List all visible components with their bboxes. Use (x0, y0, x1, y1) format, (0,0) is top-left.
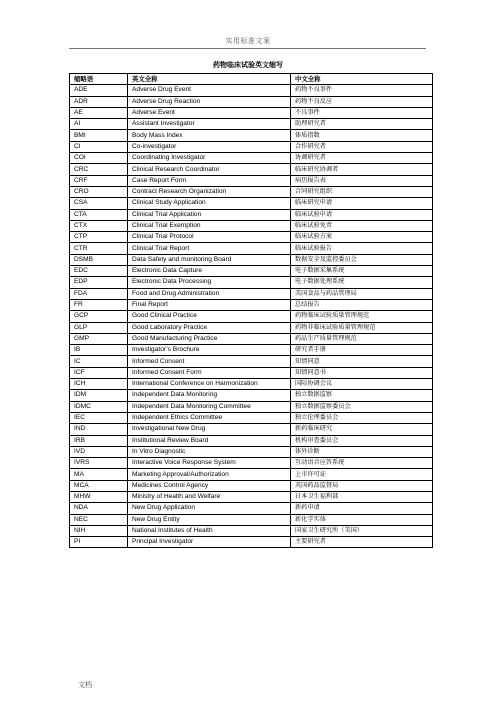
cell-english-name: Clinical Trial Report (128, 243, 291, 254)
cell-english-name: Food and Drug Administration (128, 288, 291, 299)
table-row (70, 469, 433, 480)
cell-abbreviation: BMI (70, 130, 128, 141)
cell-abbreviation: COI (70, 153, 128, 164)
table-row (70, 186, 433, 197)
cell-abbreviation: NIH (70, 525, 128, 536)
table-row (70, 311, 433, 322)
cell-chinese-name: 协调研究者 (291, 153, 433, 164)
cell-abbreviation: EDC (70, 266, 128, 277)
cell-abbreviation: IVRS (70, 458, 128, 469)
cell-chinese-name: 体质指数 (291, 130, 433, 141)
cell-english-name: Adverse Drug Event (128, 85, 291, 96)
cell-english-name: Informed Consent Form (128, 367, 291, 378)
table-header-row (70, 74, 433, 85)
cell-chinese-name: 药物临床试验质量管理规范 (291, 311, 433, 322)
cell-english-name: Good Clinical Practice (128, 311, 291, 322)
table-row (70, 266, 433, 277)
cell-english-name: Informed Consent (128, 356, 291, 367)
table-row (70, 119, 433, 130)
cell-english-name: Coordinating Investigator (128, 153, 291, 164)
cell-english-name: Data Safety and monitoring Board (128, 254, 291, 265)
cell-abbreviation: PI (70, 537, 128, 548)
table-row (70, 424, 433, 435)
table-row (70, 345, 433, 356)
cell-abbreviation: ICH (70, 379, 128, 390)
cell-abbreviation: CTR (70, 243, 128, 254)
cell-english-name: Ministry of Health and Welfare (128, 491, 291, 502)
table-row (70, 232, 433, 243)
cell-chinese-name: 数据安全及监控委员会 (291, 254, 433, 265)
cell-english-name: Clinical Research Coordinator (128, 164, 291, 175)
cell-english-name: Assistant Investigator (128, 119, 291, 130)
table-row (70, 175, 433, 186)
cell-abbreviation: MHW (70, 491, 128, 502)
cell-abbreviation: CSA (70, 198, 128, 209)
cell-abbreviation: CI (70, 141, 128, 152)
cell-english-name: Co-investigator (128, 141, 291, 152)
cell-english-name: Good Laboratory Practice (128, 322, 291, 333)
cell-english-name: Investigational New Drug (128, 424, 291, 435)
cell-chinese-name: 英国药品监督局 (291, 480, 433, 491)
table-row (70, 288, 433, 299)
header-abbreviation: 缩略语 (70, 74, 128, 85)
cell-abbreviation: GCP (70, 311, 128, 322)
cell-chinese-name: 临床试验申请 (291, 209, 433, 220)
table-row (70, 164, 433, 175)
cell-abbreviation: IDMC (70, 401, 128, 412)
cell-chinese-name: 研究者手册 (291, 345, 433, 356)
table-row (70, 322, 433, 333)
cell-chinese-name: 日本卫生福利部 (291, 491, 433, 502)
cell-english-name: Electronic Data Processing (128, 277, 291, 288)
cell-english-name: Good Manufacturing Practice (128, 333, 291, 344)
table-row (70, 446, 433, 457)
cell-abbreviation: IC (70, 356, 128, 367)
cell-abbreviation: CTP (70, 232, 128, 243)
cell-abbreviation: IVD (70, 446, 128, 457)
table-row (70, 503, 433, 514)
cell-chinese-name: 临床试验报告 (291, 243, 433, 254)
cell-abbreviation: GLP (70, 322, 128, 333)
table-row (70, 480, 433, 491)
table-row (70, 96, 433, 107)
table-row (70, 85, 433, 96)
cell-chinese-name: 美国食品与药品管理局 (291, 288, 433, 299)
cell-abbreviation: ADE (70, 85, 128, 96)
cell-english-name: Adverse Event (128, 107, 291, 118)
table-row (70, 107, 433, 118)
page-header: 实用标准文案 (225, 37, 271, 45)
cell-chinese-name: 临床研究申请 (291, 198, 433, 209)
abbreviation-table (69, 73, 433, 548)
cell-abbreviation: DSMB (70, 254, 128, 265)
cell-chinese-name: 互动语音应答系统 (291, 458, 433, 469)
cell-english-name: Case Report Form (128, 175, 291, 186)
table-row (70, 299, 433, 310)
cell-abbreviation: NDA (70, 503, 128, 514)
cell-abbreviation: IND (70, 424, 128, 435)
table-row (70, 153, 433, 164)
cell-chinese-name: 病历报告表 (291, 175, 433, 186)
cell-english-name: Contract Research Organization (128, 186, 291, 197)
cell-english-name: Principal Investigator (128, 537, 291, 548)
cell-english-name: Clinical Trial Application (128, 209, 291, 220)
cell-chinese-name: 不良事件 (291, 107, 433, 118)
cell-chinese-name: 临床研究协调者 (291, 164, 433, 175)
cell-abbreviation: MCA (70, 480, 128, 491)
cell-chinese-name: 独立数据监察委员会 (291, 401, 433, 412)
table-row (70, 333, 433, 344)
cell-abbreviation: AI (70, 119, 128, 130)
cell-abbreviation: NEC (70, 514, 128, 525)
table-row (70, 198, 433, 209)
cell-chinese-name: 独立数据监察 (291, 390, 433, 401)
page-footer: 文档 (78, 681, 92, 689)
cell-chinese-name: 临床试验免责 (291, 220, 433, 231)
table-row (70, 130, 433, 141)
cell-chinese-name: 知情同意书 (291, 367, 433, 378)
cell-chinese-name: 知情同意 (291, 356, 433, 367)
header-divider (69, 48, 426, 49)
cell-chinese-name: 助理研究者 (291, 119, 433, 130)
cell-abbreviation: CRO (70, 186, 128, 197)
cell-chinese-name: 独立伦理委员会 (291, 412, 433, 423)
table-row (70, 390, 433, 401)
document-title: 药物临床试验英文缩写 (213, 61, 283, 69)
table-row (70, 379, 433, 390)
table-row (70, 220, 433, 231)
cell-chinese-name: 药物不良事件 (291, 85, 433, 96)
cell-chinese-name: 新药申请 (291, 503, 433, 514)
cell-english-name: Independent Data Monitoring Committee (128, 401, 291, 412)
cell-english-name: New Drug Application (128, 503, 291, 514)
table-row (70, 254, 433, 265)
table-row (70, 412, 433, 423)
table-row (70, 401, 433, 412)
cell-abbreviation: IB (70, 345, 128, 356)
cell-english-name: Clinical Trial Protocol (128, 232, 291, 243)
cell-chinese-name: 上市许可证 (291, 469, 433, 480)
cell-abbreviation: CTA (70, 209, 128, 220)
cell-abbreviation: ICF (70, 367, 128, 378)
cell-english-name: Independent Data Monitoring (128, 390, 291, 401)
cell-chinese-name: 体外诊断 (291, 446, 433, 457)
cell-english-name: Body Mass Index (128, 130, 291, 141)
cell-chinese-name: 合同研究组织 (291, 186, 433, 197)
cell-english-name: Investigator’s Brochure (128, 345, 291, 356)
table-row (70, 491, 433, 502)
cell-chinese-name: 药物不良反应 (291, 96, 433, 107)
cell-chinese-name: 合作研究者 (291, 141, 433, 152)
table-row (70, 141, 433, 152)
cell-english-name: Marketing Approval/Authorization (128, 469, 291, 480)
cell-abbreviation: FR (70, 299, 128, 310)
table-row (70, 435, 433, 446)
table-row (70, 243, 433, 254)
table-row (70, 367, 433, 378)
cell-chinese-name: 药物非临床试验质量管理规范 (291, 322, 433, 333)
cell-abbreviation: ADR (70, 96, 128, 107)
cell-english-name: Clinical Study Application (128, 198, 291, 209)
cell-abbreviation: AE (70, 107, 128, 118)
cell-chinese-name: 总结报告 (291, 299, 433, 310)
table-row (70, 209, 433, 220)
cell-chinese-name: 国际协调会议 (291, 379, 433, 390)
cell-english-name: Institutional Review Board (128, 435, 291, 446)
cell-chinese-name: 电子数据处理系统 (291, 277, 433, 288)
header-english-name: 英文全称 (128, 74, 291, 85)
cell-abbreviation: MA (70, 469, 128, 480)
cell-chinese-name: 临床试验方案 (291, 232, 433, 243)
cell-abbreviation: IDM (70, 390, 128, 401)
cell-english-name: Independent Ethics Committee (128, 412, 291, 423)
cell-english-name: Final Report (128, 299, 291, 310)
cell-english-name: National Institutes of Health (128, 525, 291, 536)
cell-english-name: International Conference on Harmonization (128, 379, 291, 390)
cell-english-name: Clinical Trial Exemption (128, 220, 291, 231)
cell-abbreviation: CTX (70, 220, 128, 231)
table-row (70, 356, 433, 367)
cell-abbreviation: EDP (70, 277, 128, 288)
cell-english-name: Adverse Drug Reaction (128, 96, 291, 107)
cell-abbreviation: GMP (70, 333, 128, 344)
header-chinese-name: 中文全称 (291, 74, 433, 85)
cell-chinese-name: 新化学实体 (291, 514, 433, 525)
cell-english-name: Electronic Data Capture (128, 266, 291, 277)
cell-chinese-name: 电子数据采集系统 (291, 266, 433, 277)
table-row (70, 537, 433, 548)
cell-chinese-name: 主要研究者 (291, 537, 433, 548)
cell-chinese-name: 机构审查委员会 (291, 435, 433, 446)
cell-chinese-name: 新药临床研究 (291, 424, 433, 435)
cell-chinese-name: 药品生产质量管理规范 (291, 333, 433, 344)
cell-abbreviation: CRF (70, 175, 128, 186)
table-row (70, 458, 433, 469)
cell-english-name: New Drug Entity (128, 514, 291, 525)
table-row (70, 514, 433, 525)
cell-chinese-name: 国家卫生研究所（美国） (291, 525, 433, 536)
cell-abbreviation: IRB (70, 435, 128, 446)
cell-abbreviation: IEC (70, 412, 128, 423)
cell-abbreviation: FDA (70, 288, 128, 299)
table-row (70, 277, 433, 288)
cell-english-name: Medicines Control Agency (128, 480, 291, 491)
cell-abbreviation: CRC (70, 164, 128, 175)
table-row (70, 525, 433, 536)
cell-english-name: In Vitro Diagnostic (128, 446, 291, 457)
cell-english-name: Interactive Voice Response System (128, 458, 291, 469)
